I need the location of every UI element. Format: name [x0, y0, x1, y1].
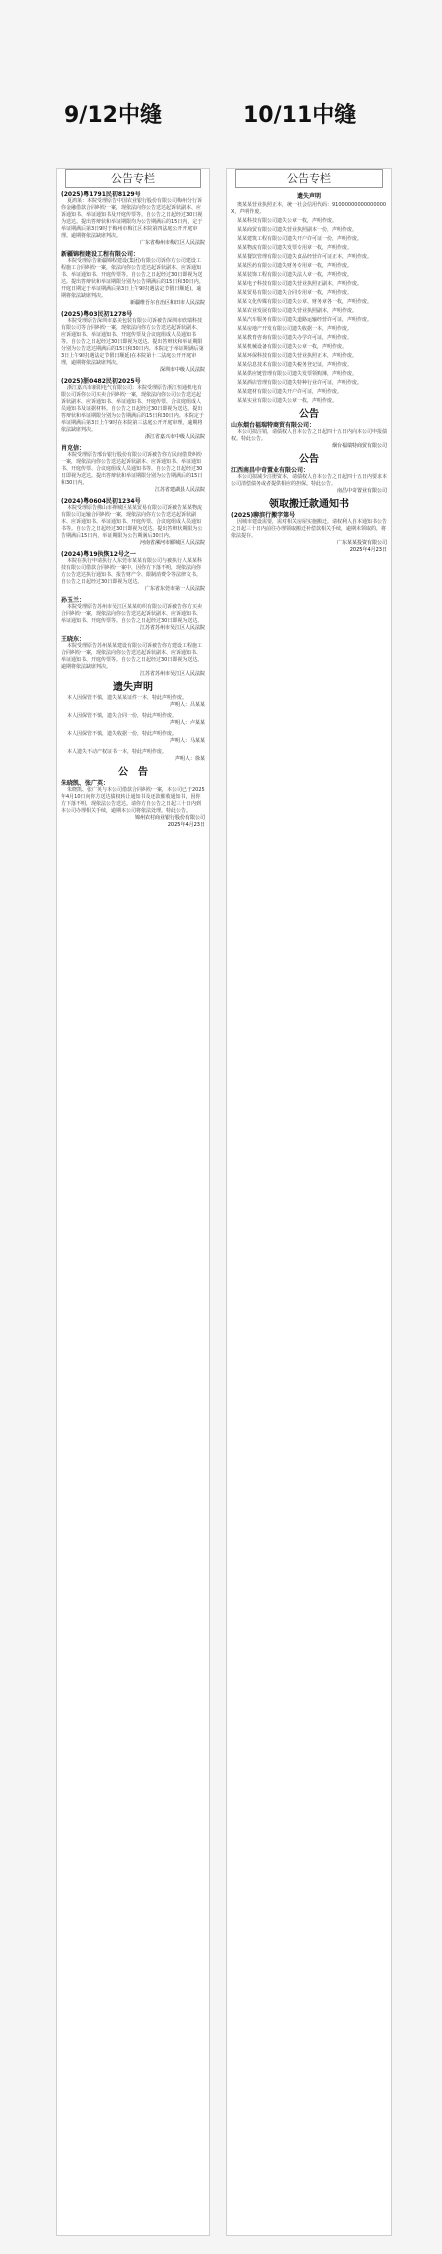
right-column-body [231, 191, 387, 2231]
announcement-text: 朱晓凯、张广英与本公司借款合同纠纷一案，本公司已于2025年4月10日向你方送达债权转让通知书及还款催收通知书，因你方下落不明，现依法公告送达。请你方自公告之日起三十日内到本公司办理相关手续，逾期本公司将依法处理。特此公告。 [61, 787, 205, 814]
notice-text: 本院在执行申请执行人东莞市某某有限公司与被执行人某某科技有限公司借款合同纠纷一案中，因你方下落不明，现依法向你方公告送达执行通知书、报告财产令、限制消费令等法律文书。自公告之日起经过30日即视为送达。 [61, 558, 203, 585]
notice-text: 本院受理原告深圳市嘉美包装有限公司诉被告深圳市欣瑞科技有限公司等合同纠纷一案，现依法向你方公告送达起诉状副本、应诉通知书、举证通知书、开庭传票及合议庭组成人员通知书等。自公告之日起经过30日即视为送达。提出答辩状和举证期限分别为公告送达期满后的15日和30日内。本院定于举证期满后第3日上午9时(遇法定节假日顺延)在本院第十二法庭公开开庭审理，逾期将依法缺席判决。 [61, 318, 204, 366]
right-notice-column [226, 168, 392, 2236]
statement-signature: 声明人：徐某 [174, 756, 205, 762]
announcement-heading: 公 告 [118, 767, 148, 778]
notice-title: (2024)粤19执恢12号之一 [61, 551, 136, 558]
left-column-tab: 公告专栏 [65, 169, 201, 188]
notice-title: (2025)粤1791民初8129号 [61, 191, 141, 198]
announcement-heading: 公告 [299, 409, 319, 420]
lost-statement-item: 某某环保科技有限公司遗失营业执照正本，声明作废。 [237, 353, 358, 359]
lost-statement-item: 某某装饰工程有限公司遗失法人章一枚，声明作废。 [237, 272, 353, 278]
notice-title: (2024)粤0604民初1234号 [61, 498, 141, 505]
left-column-heading: 9/12中缝 [64, 103, 162, 128]
lost-statement-item: 某某医药有限公司遗失财务专用章一枚，声明作废。 [237, 263, 353, 269]
lost-statement-item: 某某教育咨询有限公司遗失办学许可证，声明作废。 [237, 335, 353, 341]
lost-statement-item: 某某实业有限公司遗失公章一枚，声明作废。 [237, 398, 338, 404]
lost-statement-item: 某某农业发展有限公司遗失营业执照副本，声明作废。 [237, 308, 358, 314]
notice-section [61, 251, 205, 307]
notice-signature: 新疆维吾尔自治区和田市人民法院 [129, 300, 205, 306]
announcement-signature: 烟台福瑞特商贸有限公司 [331, 443, 387, 449]
notice-text: 本院受理原告邢台银行股份有限公司诉被告你方民间借贷纠纷一案，现依法向你公告送达起诉状副本、应诉通知书、举证通知书、开庭传票、合议庭组成人员通知书等。自公告之日起经过30日即视为送达。提出答辩状和举证期限分别为公告期满后的15日和30日内。 [61, 452, 203, 486]
lost-statement-item: 某某餐饮管理有限公司遗失食品经营许可证正本，声明作废。 [237, 254, 373, 260]
announcement [231, 467, 387, 495]
announcement-text: 本公司拟减少注册资本，请债权人自本公告之日起四十五日内要求本公司清偿债务或者提供相应的担保。特此公告。 [231, 474, 387, 487]
announcement-title: 朱晓凯、张广英： [61, 780, 110, 787]
lost-statement-item: 某某建筑工程有限公司遗失开户许可证一份，声明作废。 [237, 236, 363, 242]
notice-title: 肖克信： [61, 445, 86, 452]
lost-statement [61, 749, 205, 763]
left-notice-column [56, 168, 210, 2236]
notice-section [61, 597, 205, 632]
notice-text: 本院受理原告新疆锦程建设(集团)有限公司诉你方公司建设工程施工合同纠纷一案，依法向你公告送达起诉状副本、应诉通知书、举证通知书、开庭传票等。自公告之日起经过30日即视为送达。提出答辩状和举证期限分别为公告期满后的15日和30日内。开庭日期定于举证期满后第3日上午9时(遇法定节假日顺延)，逾期将依法缺席判决。 [61, 258, 204, 299]
statement-text: 本人因保管不慎，遗失收据一份，特此声明作废。 [67, 731, 178, 737]
notice-section [61, 445, 205, 494]
relocation-notice-heading: 领取搬迁款通知书 [269, 499, 349, 510]
lost-statement-item: 某某机械设备有限公司遗失公章一枚，声明作废。 [237, 344, 348, 350]
notice-signature: 深圳市中级人民法院 [159, 367, 205, 373]
right-column-tab: 公告专栏 [235, 169, 383, 188]
lost-statement-item: 某某科技有限公司遗失公章一枚，声明作废。 [237, 218, 338, 224]
announcement-signature: 南昌中奇置业有限公司 [336, 488, 387, 494]
statement-signature: 声明人：吕某某 [169, 702, 205, 708]
notice-title: 新疆锦程建设工程有限公司： [61, 251, 140, 258]
announcement-text: 本公司拟注销，请债权人自本公告之日起四十五日内向本公司申报债权。特此公告。 [231, 429, 387, 442]
relocation-notice-signature: 广东某某投资有限公司 [336, 540, 387, 546]
lost-statement [61, 713, 205, 727]
announcement-signature: 锦州农村商业银行股份有限公司 [134, 815, 205, 821]
notice-signature: 江苏省苏州市吴江区人民法院 [139, 671, 205, 677]
lost-statement-item: 某某汽车服务有限公司遗失道路运输经营许可证，声明作废。 [237, 317, 373, 323]
announcement [231, 422, 387, 450]
notice-signature: 江苏省建湖县人民法院 [154, 487, 205, 493]
announcement-date: 2025年4月23日 [167, 822, 205, 828]
announcement-heading: 公告 [299, 454, 319, 465]
lost-statement-item: 奥某某营业执照正本，统一社会信用代码：91000000000000000X，声明作废。 [231, 202, 387, 215]
lost-statement-item: 某某贸易有限公司遗失合同专用章一枚，声明作废。 [237, 290, 353, 296]
notice-title: 王晓东： [61, 636, 86, 643]
lost-statement [61, 731, 205, 745]
lost-statement-heading: 遗失声明 [296, 193, 321, 200]
lost-statement-item: 某某酒店管理有限公司遗失特种行业许可证，声明作废。 [237, 380, 363, 386]
notice-signature: 浙江省嘉兴市中级人民法院 [144, 434, 205, 440]
notice-text: 本院受理原告苏州某某建设有限公司诉被告你方建设工程施工合同纠纷一案，现依法向你公告送达起诉状副本、应诉通知书、举证通知书、开庭传票等。自公告之日起经过30日即视为送达。逾期将依法缺席判决。 [61, 643, 203, 670]
statement-text: 本人因保管不慎，遗失某某证件一本，特此声明作废。 [67, 695, 188, 701]
notice-text: 本院受理原告苏州市吴江区某某纺织有限公司诉被告你方买卖合同纠纷一案，现依法向你公告送达起诉状副本、应诉通知书、举证通知书、开庭传票等。自公告之日起经过30日即视为送达。 [61, 604, 203, 624]
lost-statement-item: 某某供应链管理有限公司遗失发票领购簿，声明作废。 [237, 371, 358, 377]
relocation-notice-title: (2025)聊滨行搬字第号 [231, 512, 296, 519]
statement-text: 本人遗失不动产权证书一本，特此声明作废。 [67, 749, 168, 755]
notice-section [61, 498, 205, 547]
notice-signature: 河南省漯河市郾城区人民法院 [139, 540, 205, 546]
lost-statement-list [231, 202, 387, 405]
notice-title: (2025)粤03民初1278号 [61, 311, 133, 318]
announcement-title: 山东烟台福瑞特商贸有限公司： [231, 422, 316, 429]
lost-statement-item: 某某电子科技有限公司遗失营业执照正副本，声明作废。 [237, 281, 363, 287]
notice-signature: 广东省梅州市梅江区人民法院 [139, 240, 205, 246]
lost-statement [61, 695, 205, 709]
notice-section [61, 191, 205, 247]
notice-title: (2025)浙0482民初2025号 [61, 378, 141, 385]
lost-statement-item: 某某商贸有限公司遗失营业执照副本一份，声明作废。 [237, 227, 358, 233]
notice-section [61, 551, 205, 593]
page-header [0, 0, 442, 150]
relocation-notice-text: 因城市建设需要，需对相关房屋实施搬迁。请权利人自本通知书公告之日起三十日内前往办理领取搬迁补偿款相关手续，逾期未领取的，将依法提存。 [231, 519, 387, 539]
lost-statement-item: 某某信息技术有限公司遗失税务登记证，声明作废。 [237, 362, 353, 368]
announcement [61, 780, 205, 829]
relocation-notice-date: 2025年4月23日 [349, 547, 387, 553]
lost-statement-item: 某某建材有限公司遗失开户许可证，声明作废。 [237, 389, 343, 395]
notice-section [61, 311, 205, 374]
notice-text: 本院受理原告佛山市禅城区某某贸易有限公司诉被告某某物流有限公司运输合同纠纷一案，现依法向你方公告送达起诉状副本、应诉通知书、举证通知书、开庭传票、合议庭组成人员通知书等。自公告之日起经过30日即视为送达。提出答辩状期限为公告期满后15日内，举证期限为公告期满后30日内。 [61, 505, 203, 539]
notice-section [61, 636, 205, 678]
notice-text: 浙江嘉兴市新阳电气有限公司：本院受理原告浙江恒通机电有限公司诉你公司买卖合同纠纷一案，现依法向你公司公告送达起诉状副本、应诉通知书、举证通知书、开庭传票、合议庭组成人员通知书及证据材料。自公告之日起经过30日即视为送达。提出答辩状和举证期限分别为公告期满后的15日和30日内。本院定于举证期满后第3日上午9时在本院第三法庭公开开庭审理，逾期将依法缺席判决。 [61, 385, 204, 433]
statement-signature: 声明人：马某某 [169, 738, 205, 744]
lost-statement-item: 某某房地产开发有限公司遗失收据一本，声明作废。 [237, 326, 353, 332]
lost-statement-item: 某某文化传媒有限公司遗失公章、财务章各一枚，声明作废。 [237, 299, 373, 305]
lost-statement-item: 某某物流有限公司遗失发票专用章一枚，声明作废。 [237, 245, 353, 251]
notice-section [61, 378, 205, 441]
notice-title: 孙玉兰： [61, 597, 86, 604]
left-column-body [61, 191, 205, 2231]
notice-signature: 江苏省苏州市吴江区人民法院 [139, 625, 205, 631]
announcement-title: 江西南昌中奇置业有限公司： [231, 467, 310, 474]
lost-statement-heading: 遗失声明 [113, 682, 153, 693]
notice-signature: 广东省东莞市第一人民法院 [144, 586, 205, 592]
relocation-notice [231, 512, 387, 554]
right-column-heading: 10/11中缝 [243, 103, 357, 128]
statement-text: 本人因保管不慎，遗失合同一份，特此声明作废。 [67, 713, 178, 719]
statement-signature: 声明人：卢某某 [169, 720, 205, 726]
notice-text: 夏鸿莱：本院受理原告中国农业银行股份有限公司梅州分行诉你金融借款合同纠纷一案，现依法向你公告送达起诉状副本、应诉通知书、举证通知书及开庭传票等。自公告之日起经过30日视为送达。提出答辩状和举证期限均为公告期满后的15日内，定于举证期满后第3日9时于梅州市梅江区本院第四法庭公开开庭审理。逾期将依法缺席判决。 [61, 198, 203, 239]
